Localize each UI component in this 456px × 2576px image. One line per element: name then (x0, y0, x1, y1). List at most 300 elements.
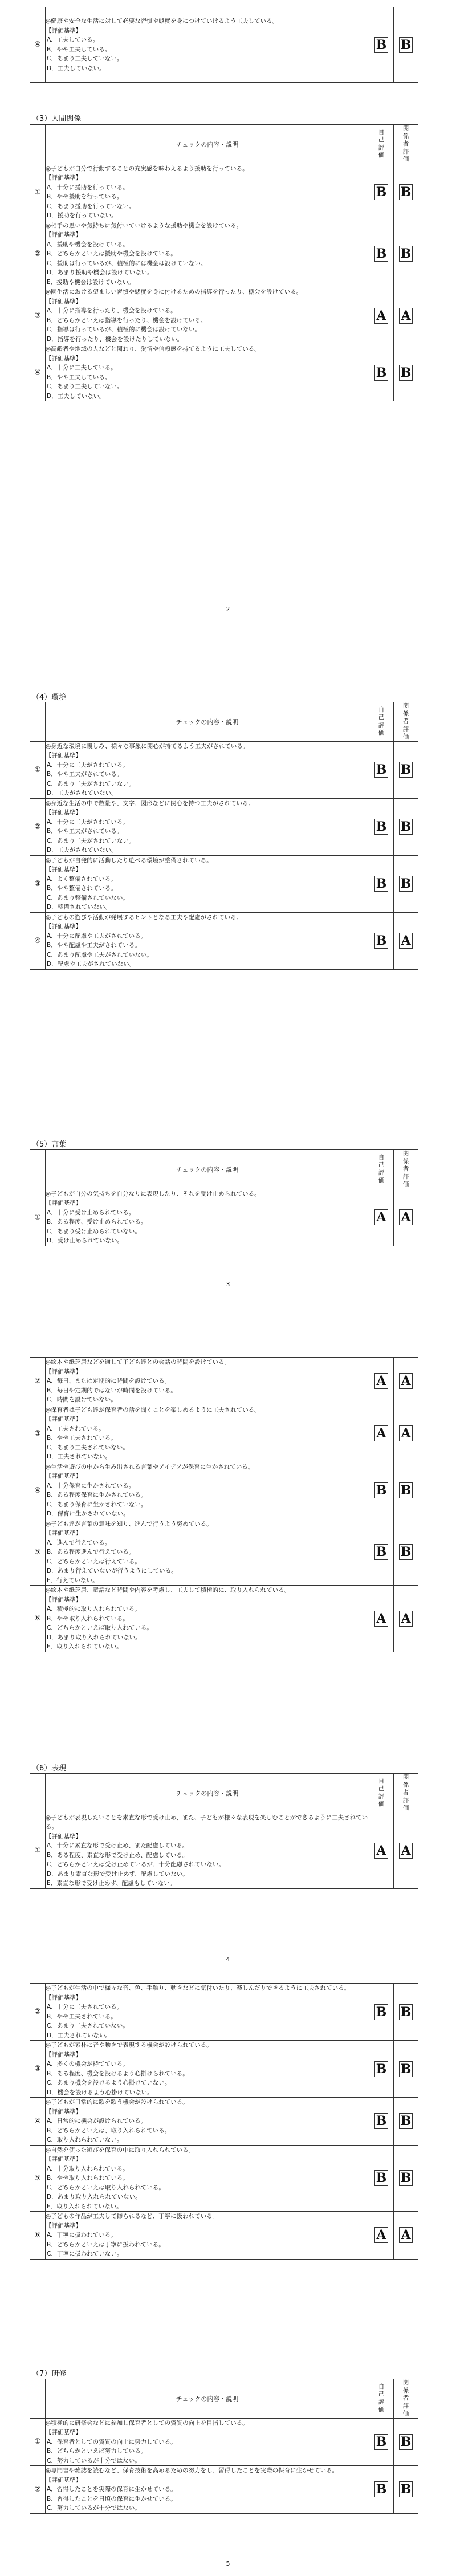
evaluation-criteria-label: 【評価基準】 (46, 1368, 82, 1375)
evaluation-criteria-label: 【評価基準】 (46, 1416, 82, 1423)
table-row (30, 1405, 418, 1462)
item-content (46, 1586, 369, 1652)
evaluation-criteria-label: 【評価基準】 (46, 1596, 82, 1603)
header-char: 評 (402, 148, 409, 155)
header-blank-cell (30, 2379, 46, 2419)
item-content (46, 741, 369, 798)
evaluation-option: B．どちらかといえば、取り入れられている。 (47, 2127, 171, 2134)
header-char: 価 (402, 733, 409, 740)
related-evaluation-grade: A (399, 1611, 413, 1627)
page-number: 2 (226, 606, 230, 613)
evaluation-option: A．援助や機会を設けている。 (47, 241, 129, 248)
self-evaluation-cell (369, 344, 394, 401)
item-content (46, 1462, 369, 1519)
header-char: 己 (378, 1161, 385, 1169)
evaluation-option: E．取り入れられていない。 (47, 2203, 123, 2210)
table-row (30, 1519, 418, 1586)
item-content (46, 1813, 369, 1888)
item-number: ④ (30, 7, 46, 83)
evaluation-table-health (30, 7, 418, 83)
header-related-evaluation (394, 2379, 418, 2419)
item-number: ② (30, 1358, 46, 1405)
evaluation-criteria-label: 【評価基準】 (46, 231, 82, 238)
evaluation-criteria-label: 【評価基準】 (46, 2156, 82, 2163)
evaluation-table-language-continued (30, 1357, 418, 1652)
header-blank-cell (30, 1774, 46, 1813)
header-self-evaluation (369, 2379, 394, 2419)
evaluation-option: D．あまり行えていないが行うようにしている。 (47, 1567, 177, 1574)
evaluation-option: A．日常的に機会が設けられている。 (47, 2118, 147, 2124)
table-row (30, 7, 418, 83)
related-evaluation-cell (394, 741, 418, 798)
table-header-row (30, 2379, 418, 2419)
table-row (30, 1586, 418, 1652)
item-criterion: ◎身近な生活の中で数量や、文字、図形などに関心を持つ工夫がされている。 (46, 799, 254, 807)
header-char: 関 (402, 1150, 409, 1157)
related-evaluation-grade: B (399, 2061, 413, 2077)
item-number: ① (30, 741, 46, 798)
header-content-label: チェックの内容・説明 (46, 2379, 369, 2419)
evaluation-option: E．行えていない。 (47, 1577, 99, 1584)
related-evaluation-grade: A (399, 1843, 413, 1859)
self-evaluation-grade: B (374, 2481, 388, 2497)
item-criterion: ◎健康や安全な生活に対して必要な習慣や態度を身につけていけるよう工夫している。 (46, 18, 278, 25)
evaluation-option: C．あまり工夫されていない。 (47, 1444, 129, 1451)
item-criterion: ◎子ども達が言葉の意味を知り、進んで行うよう努めている。 (46, 1520, 213, 1527)
related-evaluation-cell (394, 1519, 418, 1586)
evaluation-criteria-label: 【評価基準】 (46, 174, 82, 181)
evaluation-option: C．時間を設けていない。 (47, 1396, 117, 1403)
header-char: 者 (402, 1165, 409, 1172)
evaluation-option: B．やや取り入れられている。 (47, 2175, 129, 2181)
item-content (46, 2212, 369, 2260)
evaluation-option: A．習得したことを実際の保育に生かせている。 (47, 2486, 177, 2493)
item-content (46, 221, 369, 287)
header-self-evaluation (369, 702, 394, 742)
self-evaluation-cell (369, 1519, 394, 1586)
header-char: 関 (402, 1774, 409, 1781)
table-header-row (30, 1150, 418, 1189)
evaluation-option: C．あまり援助を行っていない。 (47, 202, 135, 210)
self-evaluation-grade: B (374, 1544, 388, 1560)
related-evaluation-grade: A (399, 1373, 413, 1389)
related-evaluation-grade: B (399, 2004, 413, 2020)
section-title-training: （7）研修 (32, 2370, 67, 2378)
evaluation-option: A．十分に工夫している。 (47, 364, 117, 371)
item-content (46, 1405, 369, 1462)
header-char: 価 (402, 1181, 409, 1188)
table-row (30, 2041, 418, 2098)
item-number: ① (30, 1813, 46, 1888)
evaluation-criteria-label: 【評価基準】 (46, 298, 82, 305)
evaluation-option: B．やや取り入れられている。 (47, 1615, 129, 1622)
evaluation-criteria-label: 【評価基準】 (46, 1200, 82, 1206)
evaluation-option: B．やや工夫がされている。 (47, 771, 123, 778)
self-evaluation-grade: B (374, 37, 388, 53)
evaluation-table-expression-continued (30, 1983, 418, 2260)
evaluation-option: D．工夫していない。 (47, 64, 105, 72)
self-evaluation-cell (369, 855, 394, 912)
evaluation-criteria-label: 【評価基準】 (46, 27, 82, 34)
evaluation-option: C．あまり整備されていない。 (47, 894, 129, 901)
header-self-evaluation (369, 125, 394, 164)
header-char: 価 (402, 2410, 409, 2417)
item-number: ② (30, 221, 46, 287)
evaluation-option: B．やや整備されている。 (47, 885, 117, 892)
header-char: 者 (402, 140, 409, 147)
item-criterion: ◎積極的に研修会などに参加し保育者としての資質の向上を目指している。 (46, 2419, 249, 2427)
related-evaluation-grade: B (399, 2170, 413, 2186)
item-number: ⑤ (30, 1519, 46, 1586)
evaluation-criteria-label: 【評価基準】 (46, 809, 82, 816)
item-number: ④ (30, 344, 46, 401)
related-evaluation-grade: B (399, 876, 413, 892)
evaluation-option: C．どちらかといえば受け止めているが、十分配慮されていない。 (47, 1861, 225, 1868)
self-evaluation-cell (369, 2145, 394, 2212)
related-evaluation-cell (394, 164, 418, 221)
item-number: ④ (30, 912, 46, 969)
header-char: 係 (402, 2387, 409, 2394)
header-char: 評 (378, 1169, 385, 1176)
item-content (46, 1358, 369, 1405)
header-char: 価 (378, 1177, 385, 1184)
header-char: 関 (402, 702, 409, 709)
evaluation-table-language (30, 1149, 418, 1246)
header-content-label: チェックの内容・説明 (46, 125, 369, 164)
evaluation-option: A．十分に工夫がされている。 (47, 761, 129, 769)
evaluation-option: A．十分に援助を行っている。 (47, 184, 129, 191)
related-evaluation-grade: A (399, 308, 413, 324)
evaluation-option: A．十分に素直な形で受け止め、また配慮している。 (47, 1842, 189, 1849)
header-content-label: チェックの内容・説明 (46, 1150, 369, 1189)
evaluation-option: B．どちらかといえば努力している。 (47, 2448, 147, 2455)
evaluation-option: C．あまり工夫していない。 (47, 383, 123, 390)
evaluation-option: B．ある程度、機会を設けるよう心掛けられている。 (47, 2070, 189, 2077)
related-evaluation-cell (394, 2145, 418, 2212)
evaluation-option: B．やや配慮や工夫がされている。 (47, 942, 141, 949)
related-evaluation-grade: B (399, 1544, 413, 1560)
evaluation-criteria-label: 【評価基準】 (46, 2108, 82, 2115)
evaluation-option: D．機会を設けるよう心掛けていない。 (47, 2089, 153, 2096)
header-char: 自 (378, 1777, 385, 1785)
header-content-label: チェックの内容・説明 (46, 1774, 369, 1813)
table-row (30, 855, 418, 912)
related-evaluation-cell (394, 2466, 418, 2514)
related-evaluation-cell (394, 1189, 418, 1246)
item-number: ③ (30, 855, 46, 912)
self-evaluation-cell (369, 1984, 394, 2041)
header-char: 己 (378, 714, 385, 721)
header-char: 自 (378, 706, 385, 713)
table-row (30, 2418, 418, 2466)
self-evaluation-grade: B (374, 2434, 388, 2450)
item-number: ① (30, 1189, 46, 1246)
header-related-evaluation (394, 702, 418, 742)
evaluation-option: C．どちらかといえば取り入れられている。 (47, 2184, 165, 2191)
header-content-label: チェックの内容・説明 (46, 702, 369, 742)
evaluation-option: C．援助は行っているが、積極的には機会は設けていない。 (47, 259, 207, 267)
evaluation-option: D．工夫していない。 (47, 392, 105, 400)
self-evaluation-grade: B (374, 819, 388, 835)
evaluation-option: C．あまり保育に生かされていない。 (47, 1501, 147, 1508)
section-title-environment: （4）環境 (32, 693, 67, 702)
table-row (30, 221, 418, 287)
related-evaluation-cell (394, 2098, 418, 2146)
related-evaluation-cell (394, 798, 418, 855)
item-criterion: ◎子どもの作品が工夫して飾られるなど、丁寧に扱われている。 (46, 2213, 219, 2220)
item-criterion: ◎子どもが自分で行動することの充実感を味わえるよう援助を行っている。 (46, 165, 249, 172)
section-title-expression: （6）表現 (32, 1764, 67, 1773)
table-header-row (30, 125, 418, 164)
self-evaluation-cell (369, 741, 394, 798)
evaluation-option: B．やや工夫がされている。 (47, 828, 123, 835)
self-evaluation-grade: B (374, 762, 388, 778)
table-header-row (30, 702, 418, 742)
self-evaluation-cell (369, 221, 394, 287)
table-row (30, 287, 418, 344)
table-row (30, 1358, 418, 1405)
related-evaluation-cell (394, 344, 418, 401)
evaluation-option: E．取り入れられていない。 (47, 1643, 123, 1650)
item-criterion: ◎子どもが素朴に音や動きで表現する機会が設けられている。 (46, 2042, 213, 2049)
header-char: 関 (402, 125, 409, 132)
evaluation-option: C．指導は行っているが、積極的に機会は設けていない。 (47, 326, 201, 333)
item-criterion: ◎絵本や紙芝居、童話など時間や内容を考慮し、工夫して積極的に、取り入れられている。 (46, 1587, 291, 1594)
related-evaluation-cell (394, 1358, 418, 1405)
evaluation-criteria-label: 【評価基準】 (46, 866, 82, 873)
evaluation-option: D．あまり援助や機会は設けていない。 (47, 269, 153, 276)
item-number: ① (30, 2418, 46, 2466)
header-char: 評 (378, 721, 385, 729)
header-char: 係 (402, 710, 409, 717)
item-content (46, 2418, 369, 2466)
item-criterion: ◎保育者は子ども達が保育者の話を聞くことを楽しめるように工夫されている。 (46, 1406, 260, 1413)
evaluation-criteria-label: 【評価基準】 (46, 2051, 82, 2058)
item-criterion: ◎子どもが自発的に活動したり遊べる環境が整備されている。 (46, 856, 213, 864)
header-char: 価 (378, 729, 385, 737)
related-evaluation-cell (394, 7, 418, 83)
self-evaluation-grade: A (374, 1373, 388, 1389)
header-char: 評 (402, 1797, 409, 1804)
evaluation-option: D．あまり取り入れられていない。 (47, 2193, 141, 2200)
evaluation-criteria-label: 【評価基準】 (46, 923, 82, 930)
self-evaluation-grade: A (374, 308, 388, 324)
self-evaluation-grade: B (374, 1482, 388, 1498)
related-evaluation-grade: B (399, 762, 413, 778)
evaluation-criteria-label: 【評価基準】 (46, 2222, 82, 2229)
header-char: 評 (402, 1173, 409, 1180)
self-evaluation-cell (369, 2098, 394, 2146)
header-char: 己 (378, 136, 385, 144)
evaluation-option: C．あまり配慮や工夫がされていない。 (47, 951, 153, 958)
section-title-human-relations: （3）人間関係 (32, 115, 82, 123)
evaluation-criteria-label: 【評価基準】 (46, 752, 82, 759)
item-criterion: ◎園生活における望ましい習慣や態度を身に付けるための指導を行ったり、機会を設けている。 (46, 289, 303, 295)
evaluation-option: C．あまり機会を設けるよう心掛けていない。 (47, 2079, 171, 2086)
header-char: 自 (378, 1153, 385, 1161)
related-evaluation-cell (394, 1984, 418, 2041)
header-char: 者 (402, 1789, 409, 1796)
evaluation-option: B．習得したことを日頃の保育に生かせている。 (47, 2495, 177, 2502)
item-criterion: ◎専門書や雑誌を読むなど、保育技術を高めるための努力をし、習得したことを実際の保育に生かせている。 (46, 2467, 339, 2474)
header-related-evaluation (394, 125, 418, 164)
self-evaluation-grade: B (374, 2061, 388, 2077)
evaluation-option: A．保育者としての資質の向上に努力している。 (47, 2438, 177, 2445)
self-evaluation-cell (369, 2466, 394, 2514)
item-criterion: ◎子どもの遊びや活動が発展するヒントとなる工夫や配慮がされている。 (46, 913, 243, 921)
evaluation-option: B．やや工夫されている。 (47, 2013, 117, 2020)
related-evaluation-grade: B (399, 37, 413, 53)
item-content (46, 1519, 369, 1586)
table-row (30, 741, 418, 798)
evaluation-option: A．毎日、または定期的に時間を設けている。 (47, 1378, 171, 1384)
item-number: ⑥ (30, 2212, 46, 2260)
header-char: 者 (402, 2395, 409, 2402)
item-number: ① (30, 164, 46, 221)
self-evaluation-cell (369, 2212, 394, 2260)
evaluation-option: D．保育に生かされていない。 (47, 1510, 129, 1517)
header-related-evaluation (394, 1150, 418, 1189)
related-evaluation-grade: B (399, 365, 413, 381)
evaluation-table-human-relations (30, 124, 418, 401)
header-char: 価 (378, 2406, 385, 2414)
evaluation-option: A．丁寧に扱われている。 (47, 2232, 117, 2238)
evaluation-option: B．やや工夫している。 (47, 46, 111, 53)
self-evaluation-cell (369, 287, 394, 344)
item-criterion: ◎身近な環境に親しみ、様々な事象に関心が持てるよう工夫がされている。 (46, 742, 249, 750)
evaluation-option: A．十分取り入れられている。 (47, 2165, 129, 2172)
item-content (46, 164, 369, 221)
item-criterion: ◎子どもが生活の中で様々な音、色、手触り、動きなどに気付いたり、楽しんだりできるように工夫されている。 (46, 1985, 351, 1992)
self-evaluation-grade: B (374, 2170, 388, 2186)
item-number: ③ (30, 2041, 46, 2098)
evaluation-option: A．十分に工夫がされている。 (47, 818, 129, 826)
header-char: 己 (378, 2391, 385, 2398)
evaluation-option: A．工夫している。 (47, 36, 99, 43)
evaluation-option: B．毎日や定期的ではないが時間を設けている。 (47, 1387, 177, 1394)
related-evaluation-grade: A (399, 2227, 413, 2243)
section-title-language: （5）言葉 (32, 1140, 67, 1149)
item-content (46, 2466, 369, 2514)
item-criterion: ◎絵本や紙芝居などを通して子ども達との会話の時間を設けている。 (46, 1359, 231, 1366)
item-number: ④ (30, 1462, 46, 1519)
item-criterion: ◎子どもが自分の気持ちを自分なりに表現したり、それを受け止められている。 (46, 1190, 260, 1197)
self-evaluation-cell (369, 798, 394, 855)
self-evaluation-grade: B (374, 365, 388, 381)
item-content (46, 2098, 369, 2146)
table-row (30, 2212, 418, 2260)
table-row (30, 2098, 418, 2146)
evaluation-option: C．あまり受け止められていない。 (47, 1228, 141, 1235)
header-char: 自 (378, 128, 385, 136)
evaluation-option: D．工夫されていない。 (47, 2031, 112, 2039)
evaluation-option: D．工夫されていない。 (47, 1453, 112, 1460)
header-char: 自 (378, 2383, 385, 2390)
header-char: 関 (402, 2379, 409, 2386)
related-evaluation-cell (394, 287, 418, 344)
item-number: ④ (30, 2098, 46, 2146)
header-self-evaluation (369, 1150, 394, 1189)
item-criterion: ◎生活や遊びの中から生み出される言葉やアイデアが保育に生かされている。 (46, 1463, 254, 1470)
evaluation-option: C．努力しているが十分ではない。 (47, 2457, 141, 2464)
item-number: ② (30, 2466, 46, 2514)
item-content (46, 344, 369, 401)
item-number: ③ (30, 287, 46, 344)
item-content (46, 2041, 369, 2098)
header-char: 価 (378, 152, 385, 159)
evaluation-option: A．進んで行えている。 (47, 1539, 111, 1546)
item-content (46, 287, 369, 344)
table-row (30, 912, 418, 969)
header-blank-cell (30, 1150, 46, 1189)
evaluation-table-environment (30, 702, 418, 970)
related-evaluation-grade: B (399, 2434, 413, 2450)
self-evaluation-grade: B (374, 876, 388, 892)
header-char: 者 (402, 718, 409, 725)
evaluation-option: B．やや工夫されている。 (47, 1435, 117, 1441)
evaluation-option: D．受け止められていない。 (47, 1237, 124, 1244)
evaluation-table-training (30, 2379, 418, 2514)
evaluation-option: B．どちらかといえば援助や機会を設けている。 (47, 250, 177, 257)
evaluation-option: A．十分に配慮や工夫がされている。 (47, 932, 147, 940)
self-evaluation-cell (369, 164, 394, 221)
evaluation-option: D．あまり素直な形で受け止めず、配慮していない。 (47, 1870, 189, 1878)
header-char: 評 (402, 725, 409, 733)
related-evaluation-cell (394, 1462, 418, 1519)
evaluation-option: B．やや援助を行っている。 (47, 193, 123, 200)
related-evaluation-cell (394, 2212, 418, 2260)
header-char: 評 (378, 1793, 385, 1800)
item-number: ② (30, 1984, 46, 2041)
item-content (46, 855, 369, 912)
evaluation-option: C．丁寧に扱われていない。 (47, 2250, 123, 2257)
evaluation-option: D．配慮や工夫がされていない。 (47, 961, 136, 968)
evaluation-option: D．整備されていない。 (47, 904, 112, 911)
self-evaluation-grade: B (374, 933, 388, 949)
self-evaluation-cell (369, 1189, 394, 1246)
evaluation-option: C．努力しているが十分ではない。 (47, 2505, 141, 2512)
related-evaluation-grade: B (399, 1482, 413, 1498)
item-criterion: ◎自然を使った遊びを保育の中に取り入れられている。 (46, 2146, 195, 2154)
table-row (30, 798, 418, 855)
evaluation-criteria-label: 【評価基準】 (46, 1833, 82, 1840)
item-content (46, 1189, 369, 1246)
evaluation-option: C．取り入れられていない。 (47, 2136, 123, 2143)
item-criterion: ◎高齢者や地域の人などと関わり、愛情や信頼感を持てるように工夫している。 (46, 346, 260, 352)
header-char: 評 (402, 2402, 409, 2410)
self-evaluation-grade: B (374, 2004, 388, 2020)
self-evaluation-grade: B (374, 184, 388, 200)
self-evaluation-cell (369, 1405, 394, 1462)
evaluation-option: C．あまり工夫していない。 (47, 55, 123, 62)
evaluation-criteria-label: 【評価基準】 (46, 355, 82, 362)
evaluation-option: B．どちらかといえば丁寧に扱われている。 (47, 2241, 165, 2248)
related-evaluation-cell (394, 1813, 418, 1888)
header-char: 評 (378, 144, 385, 151)
header-char: 係 (402, 132, 409, 140)
evaluation-option: A．工夫されている。 (47, 1425, 105, 1432)
related-evaluation-grade: B (399, 2481, 413, 2497)
header-char: 係 (402, 1157, 409, 1165)
related-evaluation-grade: B (399, 2113, 413, 2129)
self-evaluation-grade: B (374, 246, 388, 262)
evaluation-option: B．ある程度、素直な形で受け止め、配慮している。 (47, 1851, 189, 1859)
header-char: 価 (402, 1805, 409, 1811)
table-row (30, 164, 418, 221)
item-criterion: ◎子どもが表現したいことを素直な形で受け止め、また、子どもが様々な表現を楽しむことができるように工夫されている。 (46, 1814, 368, 1830)
related-evaluation-grade: A (399, 1425, 413, 1441)
self-evaluation-cell (369, 1462, 394, 1519)
